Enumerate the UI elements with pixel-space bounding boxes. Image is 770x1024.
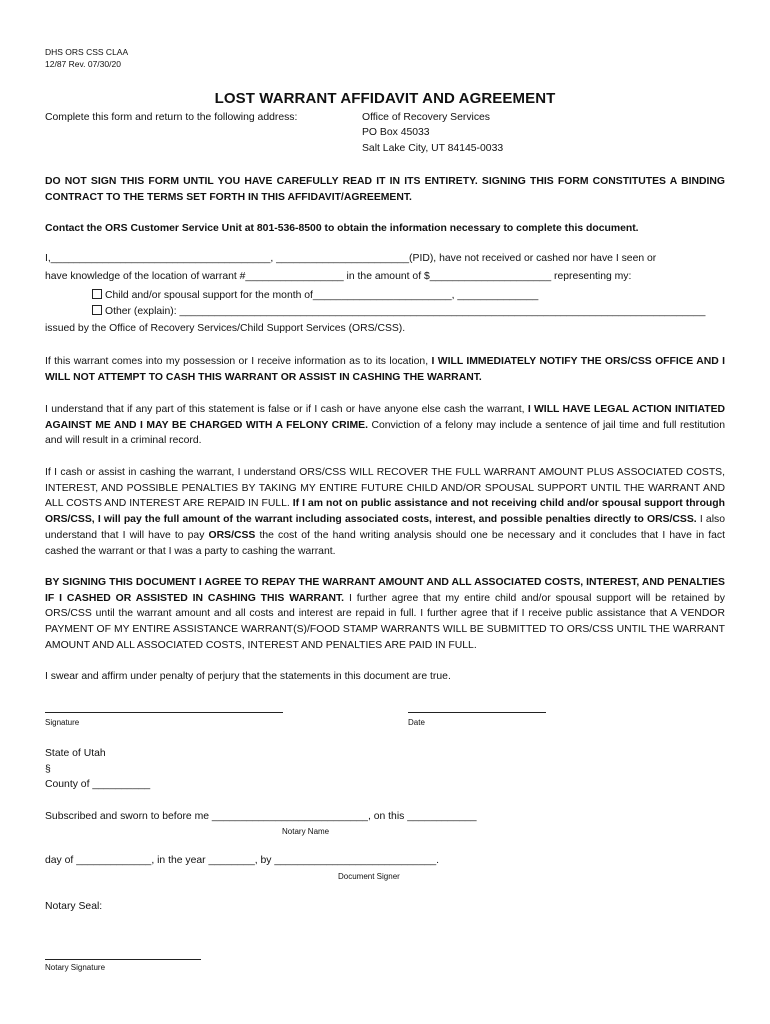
para-recover-text-2: I also understand that I will have to pay — [45, 514, 725, 541]
signature-label: Signature — [45, 718, 80, 727]
para-false-statement — [45, 402, 725, 449]
notary-name-label: Notary Name — [282, 827, 330, 836]
notary-day-of[interactable]: day of _____________, in the year ________, by ____________________________. — [45, 855, 440, 866]
option-child-support[interactable] — [92, 289, 538, 301]
para-signing-agreement — [45, 575, 725, 654]
notary-state: State of Utah — [45, 748, 106, 759]
notary-section-symbol: § — [45, 764, 51, 775]
notary-seal: Notary Seal: — [45, 901, 103, 912]
para-recover-text-3: the cost of the hand writing analysis should one be necessary and it concludes that I have in fact cashed the warrant or that I was a party to cashing the warrant. — [45, 529, 725, 557]
para-sign-text: I further agree that my entire child and/or spousal support will be retained by ORS/CSS until the warrant amount and all costs and interest are repaid in full. I further agree that if I receive public assistance that A VENDOR PAYMENT OF MY ENTIRE ASSISTANCE WARRANT(S)/FOOD STAMP WARRANTS WILL BE SUBMITTED TO ORS/CSS UNTIL THE WARRANT AMOUNT AND ALL ASSOCIATED COSTS, INTEREST AND PENALTIES ARE PAID IN FULL. — [45, 592, 725, 651]
checkbox-other[interactable] — [92, 305, 102, 315]
statement-line-2[interactable]: have knowledge of the location of warrant #_________________ in the amount of $_____________________ representing my: — [45, 271, 632, 282]
contact-notice: Contact the ORS Customer Service Unit at 801-536-8500 to obtain the information necessary to complete this document. — [45, 223, 639, 234]
form-revision: 12/87 Rev. 07/30/20 — [45, 59, 121, 69]
date-label: Date — [408, 718, 425, 727]
address-line-3: Salt Lake City, UT 84145-0033 — [362, 143, 504, 154]
para-recover-bold-1: If I am not on public assistance and not receiving child and/or spousal support through ORS/CSS, I will pay the full amount of the warrant including associated costs, interest, and possible penalties directly to ORS/CSS. — [45, 498, 725, 526]
date-line[interactable] — [408, 712, 546, 713]
para-false-text-2: Conviction of a felony may include a sentence of jail time and full restitution and will result in a criminal record. — [45, 419, 725, 447]
document-signer-label: Document Signer — [338, 872, 400, 881]
statement-line-1[interactable]: I,______________________________________, _______________________(PID), have not received or cashed nor have I seen or — [45, 253, 657, 264]
checkbox-child-support[interactable] — [92, 289, 102, 299]
para-false-bold: I WILL HAVE LEGAL ACTION INITIATED AGAINST ME AND I MAY BE CHARGED WITH A FELONY CRIME. — [45, 404, 726, 431]
para-sign-bold: BY SIGNING THIS DOCUMENT I AGREE TO REPAY THE WARRANT AMOUNT AND ALL ASSOCIATED COSTS, INTEREST, AND PENALTIES IF I CASHED OR ASSISTED IN CASHING THIS WARRANT. — [45, 577, 725, 604]
para-notify-bold: I WILL IMMEDIATELY NOTIFY THE ORS/CSS OFFICE AND I WILL NOT ATTEMPT TO CASH THIS WARRANT OR ASSIST IN CASHING THE WARRANT. — [45, 356, 725, 383]
address-line-1: Office of Recovery Services — [362, 112, 491, 123]
para-false-text-1: I understand that if any part of this statement is false or if I cash or have anyone else cash the warrant, — [45, 404, 528, 415]
para-notify-text: If this warrant comes into my possession or I receive information as to its location, — [45, 356, 432, 367]
notary-county[interactable]: County of __________ — [45, 779, 151, 790]
swear-statement: I swear and affirm under penalty of perjury that the statements in this document are true. — [45, 671, 451, 682]
signature-line[interactable] — [45, 712, 283, 713]
para-notify — [45, 354, 725, 385]
signing-warning: DO NOT SIGN THIS FORM UNTIL YOU HAVE CAREFULLY READ IT IN ITS ENTIRETY. SIGNING THIS FORM CONSTITUTES A BINDING CONTRACT TO THE TERMS SET FORTH IN THIS AFFIDAVIT/AGREEMENT. — [45, 176, 725, 203]
form-code: DHS ORS CSS CLAA — [45, 47, 129, 57]
notary-signature-label: Notary Signature — [45, 963, 106, 972]
para-recover — [45, 465, 725, 559]
page-title: LOST WARRANT AFFIDAVIT AND AGREEMENT — [214, 90, 556, 107]
notary-subscribed[interactable]: Subscribed and sworn to before me ___________________________, on this ____________ — [45, 811, 477, 822]
para-recover-bold-2: ORS/CSS — [208, 529, 256, 541]
option-other-label: Other (explain): ___________________________________________________________________________________________ — [105, 306, 706, 317]
statement-line-3: issued by the Office of Recovery Services/Child Support Services (ORS/CSS). — [45, 323, 406, 334]
address-line-2: PO Box 45033 — [362, 127, 430, 138]
notary-signature-line[interactable] — [45, 959, 201, 960]
option-child-support-label: Child and/or spousal support for the month of________________________, ______________ — [105, 290, 539, 301]
option-other[interactable] — [92, 305, 724, 317]
para-recover-text-1: If I cash or assist in cashing the warrant, I understand ORS/CSS WILL RECOVER THE FULL WARRANT AMOUNT PLUS ASSOCIATED COSTS, INTEREST, AND POSSIBLE PENALTIES BY TAKING MY ENTIRE FUTURE CHILD AND/OR SPOUSAL SUPPORT UNTIL THE WARRANT AND ALL COSTS AND INTEREST ARE REPAID IN FULL. — [45, 467, 725, 510]
return-instruction: Complete this form and return to the following address: — [45, 112, 298, 123]
